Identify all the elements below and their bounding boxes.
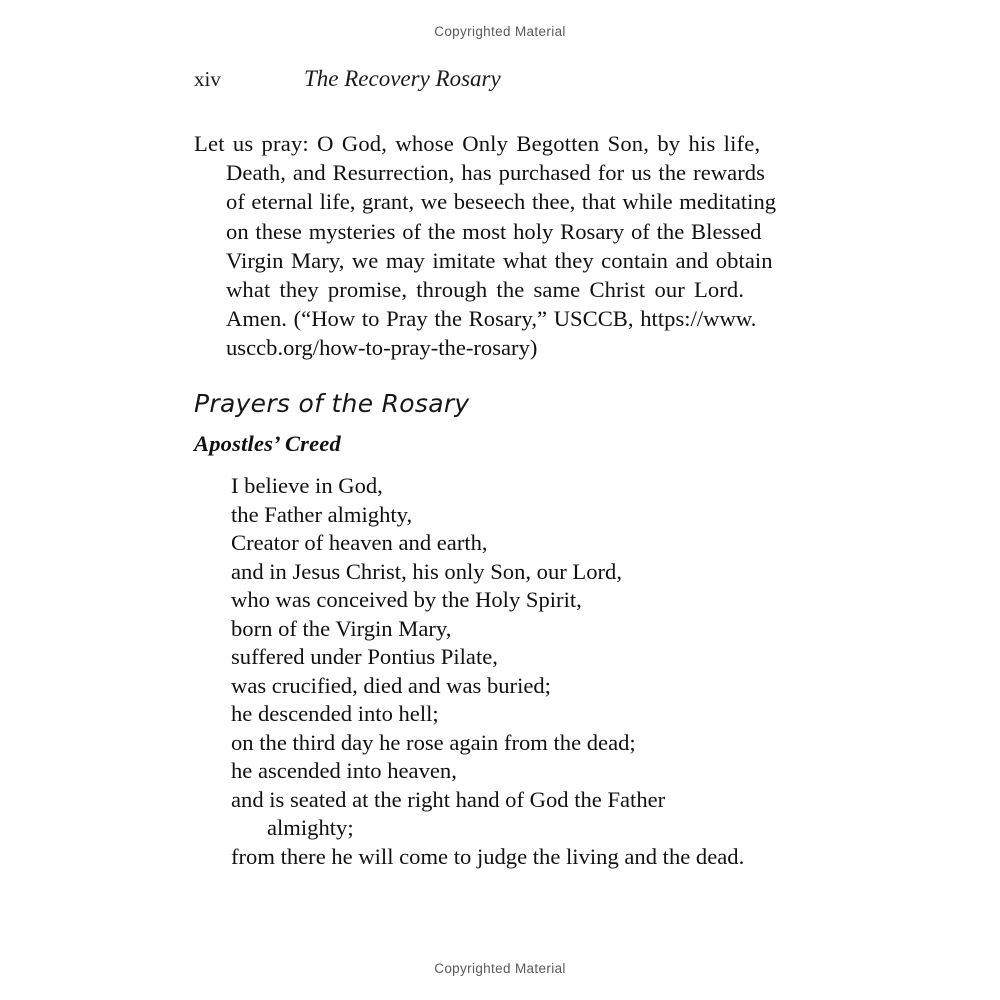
prayer-line: Virgin Mary, we may imitate what they contain and obtain	[226, 247, 773, 273]
creed-line: and is seated at the right hand of God the Father	[231, 786, 666, 812]
prayer-line: on these mysteries of the most holy Rosary of the Blessed	[226, 218, 762, 244]
creed-line: was crucified, died and was buried;	[231, 672, 551, 698]
page-number: xiv	[194, 67, 221, 91]
creed-line: on the third day he rose again from the dead;	[231, 729, 636, 755]
creed-block	[231, 472, 951, 871]
prayer-title: Apostles’ Creed	[194, 431, 341, 456]
creed-line: born of the Virgin Mary,	[231, 615, 452, 641]
prayer-paragraph-block	[194, 129, 782, 363]
creed-line: who was conceived by the Holy Spirit,	[231, 587, 582, 612]
prayer-line: of eternal life, grant, we beseech thee, that while meditating	[226, 189, 777, 215]
creed-line: Creator of heaven and earth,	[231, 530, 488, 555]
creed-line: he descended into hell;	[231, 701, 439, 726]
running-head	[194, 66, 794, 96]
creed-line: from there he will come to judge the living and the dead.	[231, 843, 745, 869]
prayer-line: Amen. (“How to Pray the Rosary,” USCCB, https://www.	[226, 306, 757, 332]
prayer-line: Death, and Resurrection, has purchased for us the rewards	[226, 160, 765, 186]
creed-line: he ascended into heaven,	[231, 758, 457, 783]
section-heading: Prayers of the Rosary	[194, 389, 470, 418]
prayer-line: usccb.org/how-to-pray-the-rosary)	[226, 335, 538, 361]
creed-line: and in Jesus Christ, his only Son, our Lord,	[231, 558, 622, 584]
prayer-line: what they promise, through the same Christ our Lord.	[226, 277, 745, 303]
creed-line: the Father almighty,	[231, 501, 413, 527]
copyright-watermark-bottom: Copyrighted Material	[434, 961, 566, 976]
creed-line: I believe in God,	[231, 473, 383, 498]
creed-line: suffered under Pontius Pilate,	[231, 644, 498, 669]
copyright-watermark-top: Copyrighted Material	[434, 24, 566, 39]
creed-line-turnover: almighty;	[267, 815, 354, 840]
prayer-line: Let us pray: O God, whose Only Begotten Son, by his life,	[194, 131, 761, 156]
book-title: The Recovery Rosary	[304, 66, 501, 91]
prayer-paragraph	[194, 129, 782, 363]
